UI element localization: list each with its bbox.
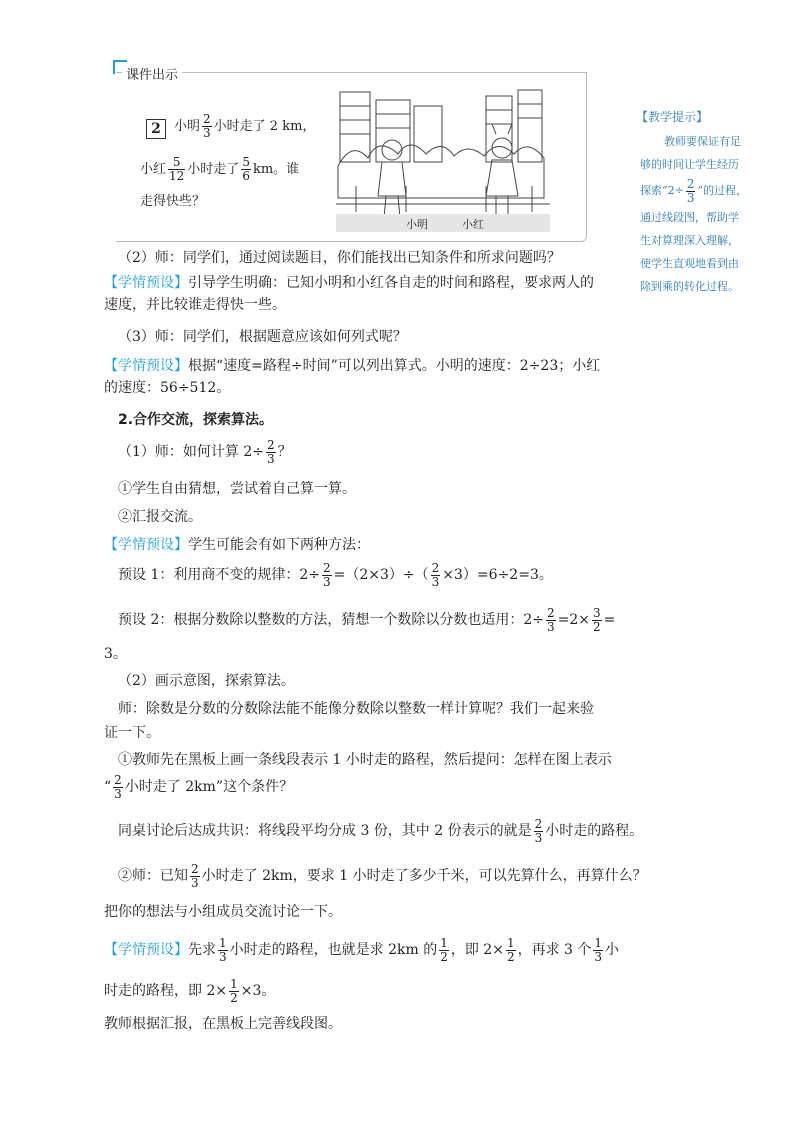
fraction: $\frac{2}{3}$ — [534, 816, 543, 845]
fraction: $\frac{1}{3}$ — [594, 935, 603, 964]
paragraph: 预设 2：根据分数除以整数的方法，猜想一个数除以分数也适用：2÷ $\frac{2}{3}$ =2× $\frac{3}{2}$ = — [118, 605, 616, 634]
paragraph: 预设 1：利用商不变的规律：2÷ $\frac{2}{3}$ =（2×3）÷（ $\frac{2}{3}$ ×3）=6÷2=3。 — [118, 560, 553, 589]
paragraph: 同桌讨论后达成共识：将线段平均分成 3 份，其中 2 份表示的就是 $\frac{2}{3}$ 小时走的路程。 — [118, 816, 644, 845]
paragraph: （1）师：如何计算 2÷ $\frac{2}{3}$ ？ — [118, 437, 292, 466]
problem-text: 小明 — [174, 119, 201, 134]
tag-label: 【学情预设】 — [104, 942, 188, 958]
paragraph: 3。 — [104, 646, 127, 662]
sidebar-note — [640, 130, 790, 298]
problem-number-badge: 2 — [146, 119, 166, 139]
fraction: $\frac{1}{2}$ — [506, 935, 515, 964]
problem-line-3: 走得快些？ — [140, 194, 206, 209]
sidebar-line: 通过线段图，帮助学 — [640, 211, 739, 224]
sidebar-line: 使学生直观地看到由 — [640, 257, 739, 270]
paragraph: （3）师：同学们，根据题意应该如何列式呢？ — [118, 329, 407, 345]
tag-label: 【学情预设】 — [104, 275, 188, 291]
fraction: $\frac{2}{3}$ — [114, 772, 122, 801]
problem-line-1 — [174, 112, 315, 142]
tag-label: 【学情预设】 — [104, 358, 188, 374]
paragraph: （2）画示意图，探索算法。 — [118, 673, 295, 689]
problem-text: 小时走了 2 km， — [213, 119, 316, 134]
paragraph: “ $\frac{2}{3}$ 小时走了 2km”这个条件？ — [104, 772, 294, 801]
paragraph: ①教师先在黑板上画一条线段表示 1 小时走的路程，然后提问：怎样在图上表示 — [118, 752, 612, 768]
illustration — [336, 86, 550, 232]
paragraph: 把你的想法与小组成员交流讨论一下。 — [104, 904, 342, 920]
problem-text: km。谁 — [252, 162, 300, 177]
paragraph: （2）师：同学们，通过阅读题目，你们能找出已知条件和所求问题吗？ — [118, 250, 561, 266]
sidebar-line: 除到乘的转化过程。 — [640, 280, 739, 293]
fraction: $\frac{1}{2}$ — [440, 935, 448, 964]
sidebar-line: 够的时间让学生经历 — [640, 158, 739, 171]
fraction: $\frac{2}{3}$ — [267, 437, 275, 466]
fraction: $\frac{1}{2}$ — [230, 976, 238, 1005]
paragraph: ①学生自由猜想，尝试着自己算一算。 — [118, 481, 356, 497]
sidebar-title: 【教学提示】 — [636, 110, 709, 124]
problem-text: 小红 — [140, 162, 167, 177]
paragraph: 时走的路程，即 2× $\frac{1}{2}$ ×3。 — [104, 976, 276, 1005]
fraction: $\frac{5}{12}$ — [169, 155, 185, 183]
tag-label: 【学情预设】 — [104, 537, 188, 553]
paragraph: ②汇报交流。 — [118, 509, 202, 525]
fraction: $\frac{2}{3}$ — [191, 861, 199, 890]
fraction: $\frac{2}{3}$ — [431, 560, 440, 589]
problem-line-2 — [140, 155, 299, 185]
paragraph: 【学情预设】先求 $\frac{1}{3}$ 小时走的路程，也就是求 2km 的 $\frac{1}{2}$ ，即 2× $\frac{1}{2}$ ，再求 3 个 $\frac{1}{3}$ 小 — [104, 935, 620, 964]
section-heading: 2.合作交流，探索算法。 — [118, 412, 274, 428]
paragraph: 师：除数是分数的分数除法能不能像分数除以整数一样计算呢？我们一起来验证一下。 — [104, 701, 594, 741]
paragraph: 【学情预设】根据“速度=路程÷时间”可以列出算式。小明的速度：2÷23；小红的速度：56÷512。 — [104, 358, 601, 396]
paragraph: 【学情预设】引导学生明确：已知小明和小红各自走的时间和路程，要求两人的速度，并比较谁走得快一些。 — [104, 275, 594, 313]
paragraph: 教师根据汇报，在黑板上完善线段图。 — [104, 1016, 342, 1032]
fraction: $\frac{3}{2}$ — [593, 605, 601, 634]
problem-text: 小时走了 — [187, 162, 240, 177]
fraction: $\frac{2}{3}$ — [203, 112, 211, 140]
character-name: 小明 — [406, 218, 428, 231]
character-name: 小红 — [462, 218, 484, 231]
fraction: $\frac{2}{3}$ — [547, 605, 555, 634]
paragraph: ②师：已知 $\frac{2}{3}$ 小时走了 2km，要求 1 小时走了多少千米，可以先算什么，再算什么？ — [118, 861, 647, 890]
paragraph: 【学情预设】学生可能会有如下两种方法： — [104, 537, 370, 553]
courseware-label: 课件出示 — [122, 64, 182, 83]
fraction: $\frac{2}{3}$ — [686, 176, 695, 205]
sidebar-line: 生对算理深入理解， — [640, 234, 739, 247]
sidebar-line: 教师要保证有足 — [664, 135, 741, 148]
fraction: $\frac{1}{3}$ — [219, 935, 227, 964]
sidebar-line: 探索“2÷ $\frac{2}{3}$ ”的过程， — [640, 176, 748, 205]
park-scene-image — [336, 86, 550, 232]
courseware-corner — [113, 60, 127, 74]
fraction: $\frac{5}{6}$ — [242, 155, 250, 183]
fraction: $\frac{2}{3}$ — [323, 560, 331, 589]
